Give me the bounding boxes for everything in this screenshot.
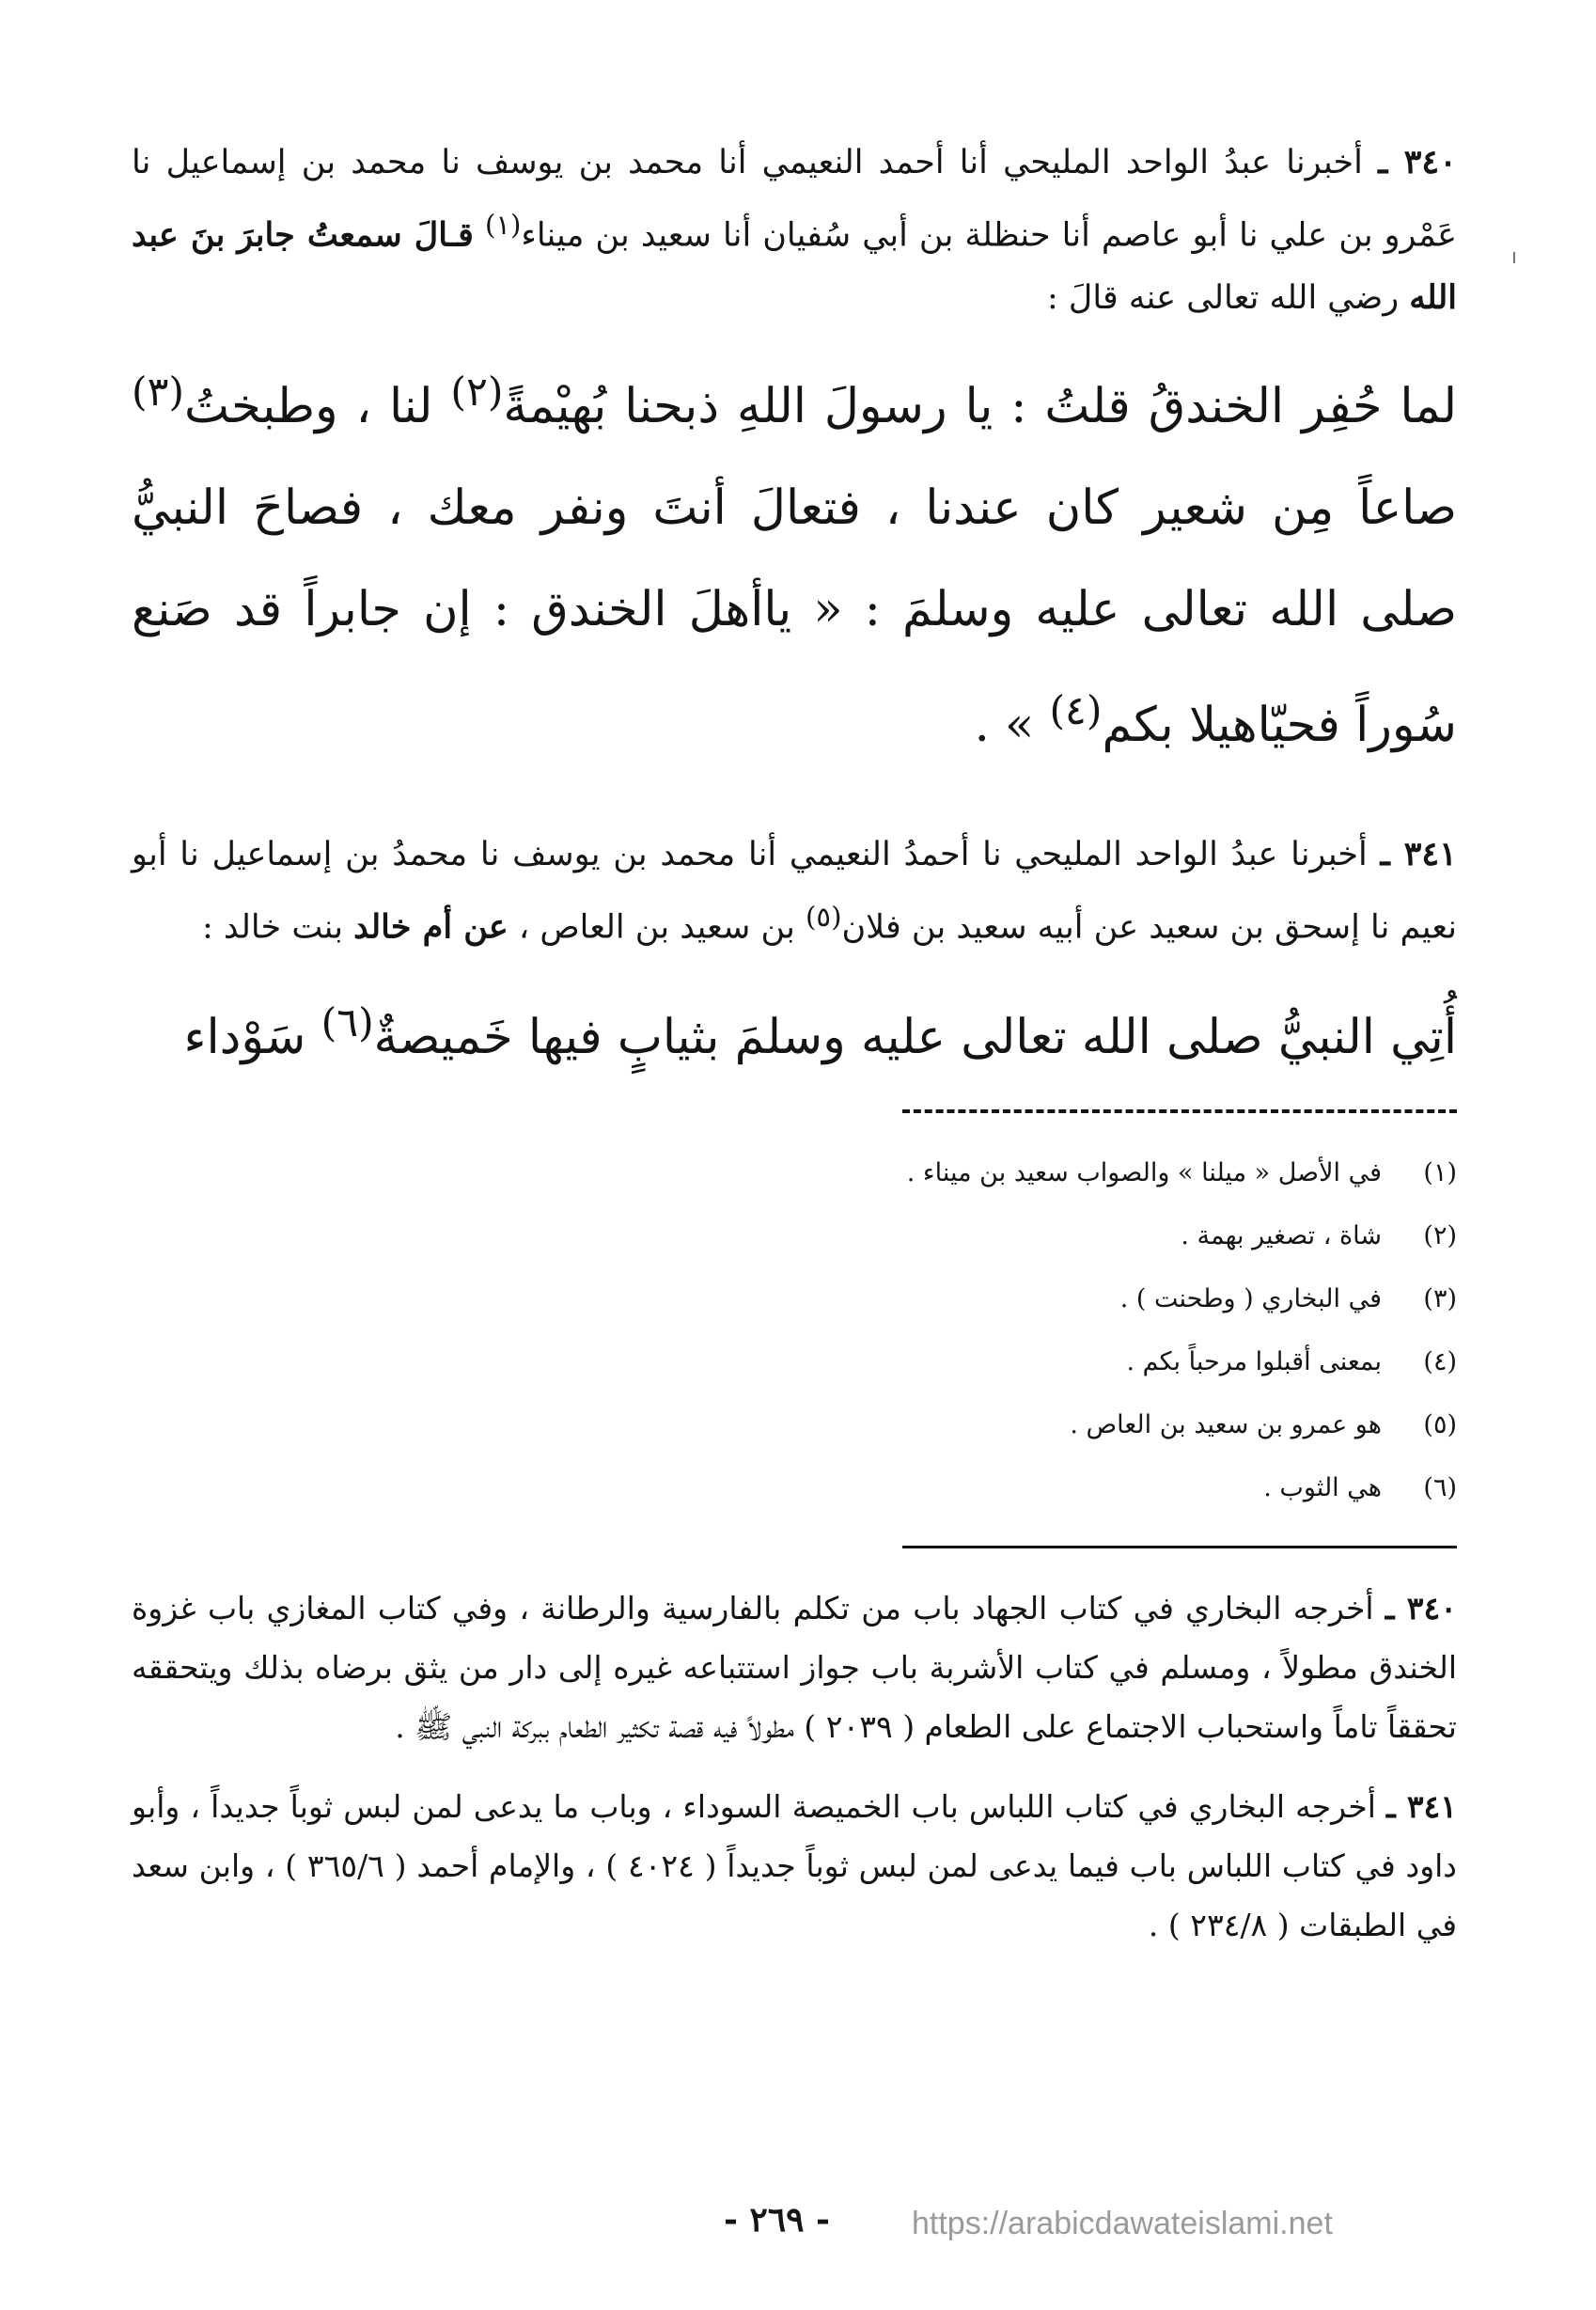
isnad-341 — [132, 824, 1457, 959]
footnote-item — [132, 1204, 1457, 1267]
takhrij-341 — [132, 1777, 1457, 1955]
matn-341-part-1: أُتِي النبيُّ صلى الله تعالى عليه وسلمَ بثيابٍ فيها خَميصةٌ — [373, 1010, 1457, 1066]
isnad-tail-340: رضي الله تعالى عنه قالَ : — [1046, 278, 1400, 317]
entry-number-340: ٣٤٠ ـ — [1378, 143, 1457, 181]
footnote-item — [132, 1393, 1457, 1456]
takhrij-text-341: أخرجه البخاري في كتاب اللباس باب الخميصة السوداء ، وباب ما يدعى لمن لبس ثوباً جديداً ، وأبو داود في كتاب اللباس باب فيما يدعى لمن لبس ثوباً جديداً ( ٤٠٢٤ ) ، والإمام أحمد ( ٣٦٥/٦ ) ، وابن سعد في الطبقات ( ٢٣٤/٨ ) . — [132, 1788, 1457, 1944]
matn-340-end: » . — [974, 697, 1035, 753]
footnote-text: هو عمرو بن سعيد بن العاص . — [1070, 1410, 1382, 1440]
footnote-number: (٢) — [1423, 1221, 1457, 1251]
takhrij-340 — [132, 1579, 1457, 1756]
matn-340-part-2: لنا ، وطبختُ — [184, 378, 433, 434]
narrator-bold-341: عن أم خالد — [353, 907, 509, 947]
takhrij-divider — [902, 1546, 1457, 1548]
footnote-number: (٦) — [1423, 1473, 1457, 1503]
footnote-number: (٣) — [1423, 1284, 1457, 1314]
isnad-tail-341: بن سعيد بن العاص ، — [518, 908, 795, 947]
footnote-text: في البخاري ( وطحنت ) . — [1119, 1284, 1382, 1314]
footnote-ref-1: (١) — [484, 209, 522, 241]
footnote-number: (٥) — [1423, 1410, 1457, 1440]
footnote-ref-4: (٤) — [1049, 687, 1103, 734]
footnote-text: في الأصل « ميلنا » والصواب سعيد بن ميناء . — [906, 1158, 1382, 1188]
footnote-list — [132, 1141, 1457, 1519]
takhrij-number-341: ٣٤١ ـ — [1386, 1788, 1457, 1826]
footnote-item — [132, 1141, 1457, 1204]
margin-mark — [1513, 252, 1515, 263]
footnote-ref-6: (٦) — [321, 1000, 374, 1047]
isnad-text-340: أخبرنا عبدُ الواحد المليحي أنا أحمد النعيمي أنا محمد بن يوسف نا محمد بن إسماعيل نا عَمْرو بن علي نا أبو عاصم أنا حنظلة بن أبي سُفيان أنا سعيد بن ميناء — [132, 144, 1457, 255]
takhrij-section — [132, 1579, 1457, 1955]
takhrij-text-340: أخرجه البخاري في كتاب الجهاد باب من تكلم بالفارسية والرطانة ، وفي كتاب المغازي باب غزوة الخندق مطولاً ، ومسلم في كتاب الأشربة باب جواز استتباعه غيره إلى دار من يثق برضاه بذلك ويتحققه تحققاً تاماً واستحباب الاجتماع على الطعام ( ٢٠٣٩ ) مطولاً فيه قصة تكثير الطعام ببركة النبي ﷺ . — [132, 1590, 1457, 1746]
footnote-ref-5: (٥) — [806, 900, 842, 933]
footnote-number: (١) — [1423, 1158, 1457, 1188]
narrator-bold-340: قـالَ سمعتُ جابرَ بنَ عبد الله — [132, 215, 1457, 317]
footnote-item — [132, 1267, 1457, 1330]
takhrij-number-340: ٣٤٠ ـ — [1385, 1590, 1457, 1627]
isnad-text-341: أخبرنا عبدُ الواحد المليحي نا أحمدُ النعيمي أنا محمد بن يوسف نا محمدُ بن إسماعيل نا أبو نعيم نا إسحق بن سعيد عن أبيه سعيد بن فلان — [132, 835, 1457, 947]
matn-340-part-1: لما حُفِر الخندقُ قلتُ : يا رسولَ اللهِ ذبحنا بُهيْمةً — [503, 378, 1457, 434]
matn-340 — [132, 342, 1457, 777]
page-number: - ٢٦٩ - — [724, 2200, 830, 2239]
page-footer — [0, 2200, 1596, 2256]
page-body — [132, 132, 1457, 1955]
footnote-divider-dashed — [902, 1109, 1457, 1113]
footnote-text: بمعنى أقبلوا مرحباً بكم . — [1126, 1347, 1382, 1377]
isnad-340 — [132, 132, 1457, 329]
footnote-text: شاة ، تصغير بهمة . — [1181, 1221, 1382, 1251]
footnote-item — [132, 1330, 1457, 1393]
footnote-text: هي الثوب . — [1263, 1473, 1382, 1503]
matn-340-part-3: صاعاً مِن شعير كان عندنا ، فتعالَ أنتَ ونفر معك ، فصاحَ النبيُّ صلى الله تعالى عليه وسلمَ : « ياأهلَ الخندق : إن جابراً قد صَنع سُوراً فحيّاهيلا بكم — [132, 479, 1457, 753]
footnote-ref-3: (٣) — [132, 369, 185, 416]
entry-number-341: ٣٤١ ـ — [1380, 834, 1457, 873]
narrator-tail-341: بنت خالد : — [201, 908, 343, 947]
matn-341-part-2: سَوْداء — [183, 1010, 306, 1066]
watermark-url: https://arabicdawateislami.net — [912, 2206, 1333, 2241]
footnote-ref-2: (٢) — [450, 369, 504, 416]
matn-341 — [132, 973, 1457, 1089]
footnote-item — [132, 1456, 1457, 1519]
footnote-number: (٤) — [1423, 1347, 1457, 1377]
